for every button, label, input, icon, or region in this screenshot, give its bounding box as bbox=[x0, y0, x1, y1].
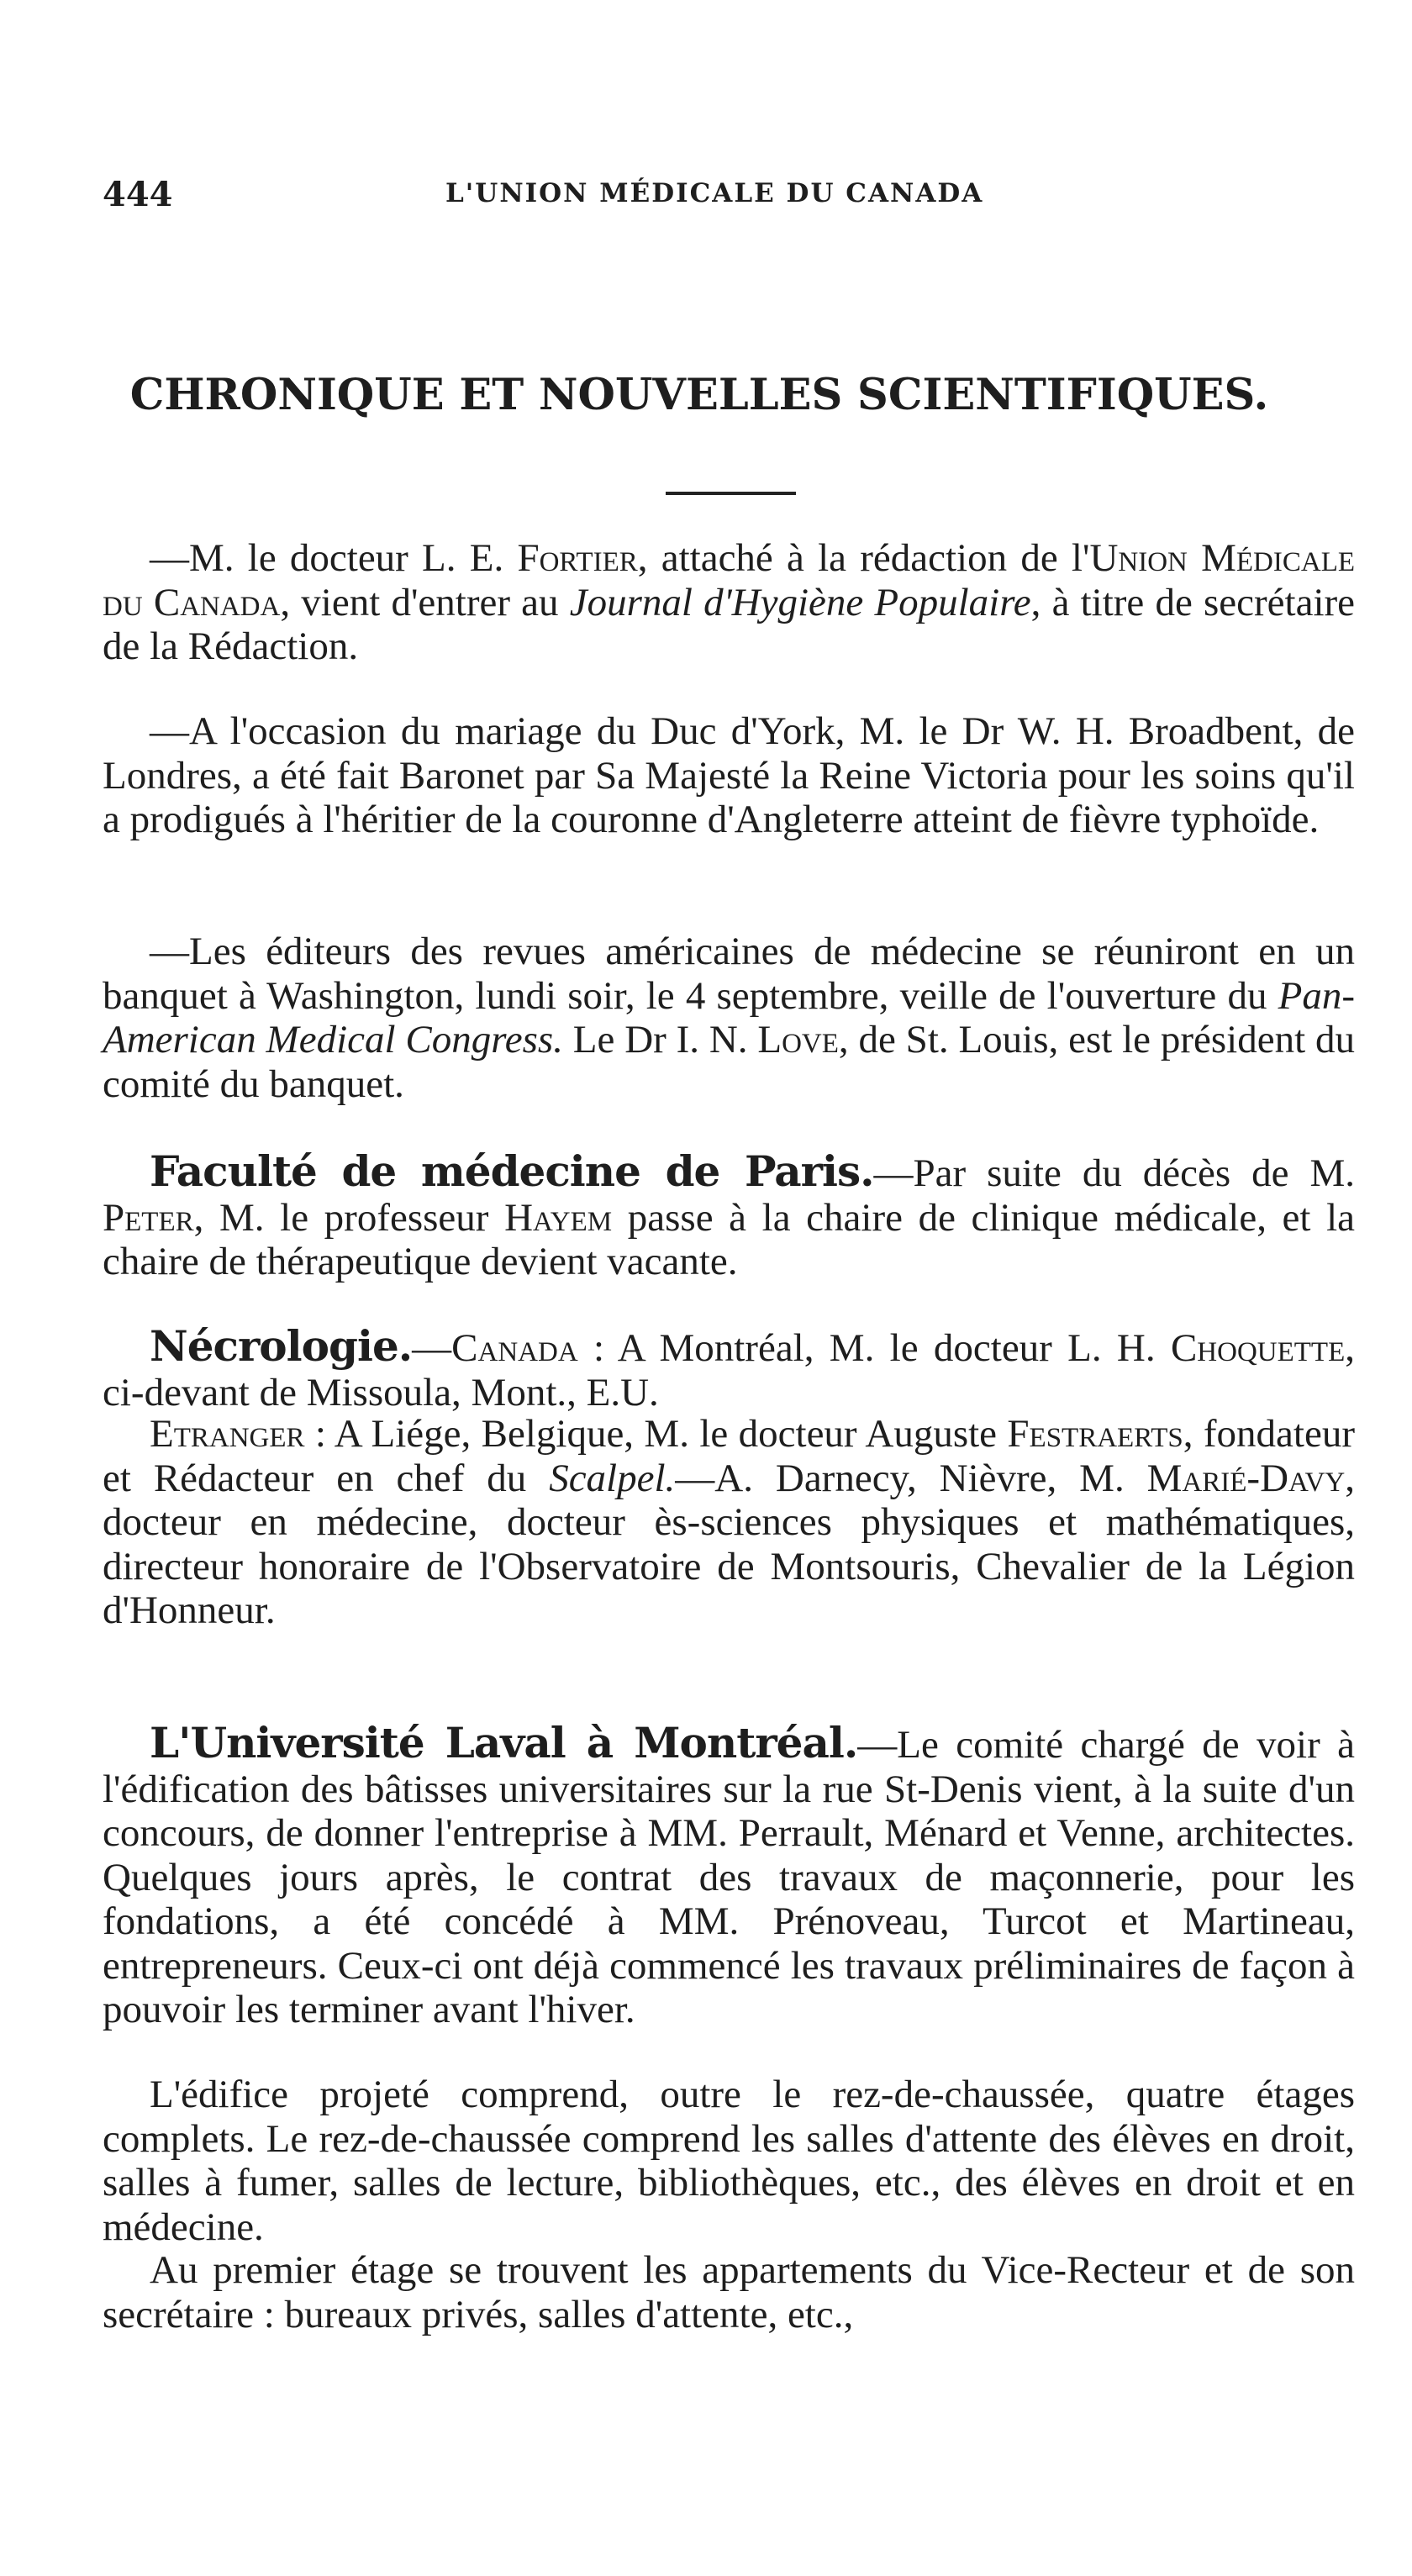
paragraph-heading: Faculté de médecine de Paris. bbox=[150, 1146, 874, 1196]
journal-name: Union Médicale du Canada bbox=[103, 536, 1356, 624]
paragraph-etranger bbox=[103, 1412, 1355, 1633]
paragraph-laval bbox=[103, 1718, 1355, 2032]
text-run: —A. Darnecy, Nièvre, M. bbox=[675, 1456, 1147, 1500]
person-name: Hayem bbox=[504, 1195, 613, 1240]
text-run: —Par suite du décès de M. bbox=[873, 1151, 1356, 1195]
paragraph-necrologie bbox=[103, 1321, 1355, 1414]
text-run: : A Liége, Belgique, M. le docteur Auguste bbox=[304, 1412, 1008, 1456]
journal-name-italic: Journal d'Hygiène Populaire bbox=[569, 580, 1031, 624]
text-run: : A Montréal, M. le docteur L. H. bbox=[577, 1326, 1171, 1370]
paragraph-heading: Nécrologie. bbox=[150, 1321, 413, 1371]
paragraph-edifice: L'édifice projeté comprend, outre le rez-de-chaussée, quatre étages complets. Le rez-de-chaussée comprend les salles d'attente des élèves en droit, salles à fumer, salles de lecture, bibliothèques, etc., des élèves en droit et en médecine. bbox=[103, 2073, 1355, 2249]
paragraph-editeurs bbox=[103, 930, 1355, 1106]
person-name: Fortier bbox=[517, 536, 638, 580]
section-title: CHRONIQUE ET NOUVELLES SCIENTIFIQUES. bbox=[129, 370, 1269, 420]
text-run: , attaché à la rédaction de l' bbox=[637, 536, 1090, 580]
text-run: , M. le professeur bbox=[193, 1195, 505, 1240]
person-name: Marié-Davy bbox=[1146, 1456, 1346, 1500]
paragraph-faculte bbox=[103, 1146, 1356, 1284]
text-run: —M. le docteur L. E. bbox=[150, 536, 518, 580]
text-run: — bbox=[412, 1326, 452, 1370]
person-name: Festraerts bbox=[1007, 1412, 1183, 1456]
text-run: , fondateur et Rédacteur en chef du bbox=[103, 1412, 1355, 1500]
running-header bbox=[103, 175, 1355, 225]
text-run: , de St. Louis, est le président du comité du banquet. bbox=[103, 1018, 1355, 1106]
text-run: —Le comité chargé de voir à l'édification des bâtisses universitaires sur la rue St-Denis vient, à la suite d'un concours, de donner l'entreprise à MM. Perrault, Ménard et Venne, architectes. Quelques jours après, le contrat des travaux de maçonnerie, pour les fondations, a été concédé à MM. Prénoveau, Turcot et Martineau, entrepreneurs. Ceux-ci ont déjà commencé les travaux préliminaires de façon à pouvoir les terminer avant l'hiver. bbox=[103, 1723, 1355, 2031]
text-run: , à titre de secrétaire de la Rédaction. bbox=[103, 580, 1356, 668]
text-run: , ci-devant de Missoula, Mont., E.U. bbox=[103, 1326, 1355, 1414]
country-name: Canada bbox=[451, 1326, 578, 1370]
person-name: Peter bbox=[103, 1195, 194, 1240]
journal-title: L'UNION MÉDICALE DU CANADA bbox=[445, 178, 984, 208]
page-number: 444 bbox=[103, 175, 173, 214]
title-rule bbox=[666, 492, 796, 495]
text-run: , vient d'entrer au bbox=[280, 580, 570, 624]
paragraph-premier-etage: Au premier étage se trouvent les appartements du Vice-Recteur et de son secrétaire : bureaux privés, salles d'attente, etc., bbox=[103, 2248, 1355, 2336]
region-name: Etranger bbox=[150, 1412, 305, 1456]
congress-name-italic: Pan-American Medical Congress. bbox=[103, 973, 1355, 1061]
paragraph-fortier bbox=[103, 536, 1355, 669]
paragraph-heading: L'Université Laval à Montréal. bbox=[150, 1718, 858, 1767]
person-name: Love bbox=[757, 1018, 839, 1061]
text-run: , docteur en médecine, docteur ès-sciences physiques et mathématiques, directeur honoraire de l'Observatoire de Montsouris, Chevalier de la Légion d'Honneur. bbox=[103, 1456, 1356, 1632]
journal-name-italic: Scalpel. bbox=[549, 1456, 676, 1500]
person-name: Choquette bbox=[1170, 1326, 1346, 1370]
text-run: passe à la chaire de clinique médicale, et la chaire de thérapeutique devient vacante. bbox=[103, 1195, 1356, 1283]
text-run: Le Dr I. N. bbox=[562, 1018, 758, 1061]
text-run: —Les éditeurs des revues américaines de médecine se réuniront en un banquet à Washington, lundi soir, le 4 septembre, veille de l'ouverture du bbox=[103, 930, 1355, 1018]
paragraph-duc-york: —A l'occasion du mariage du Duc d'York, M. le Dr W. H. Broadbent, de Londres, a été fait Baronet par Sa Majesté la Reine Victoria pour les soins qu'il a prodigués à l'héritier de la couronne d'Angleterre atteint de fièvre typhoïde. bbox=[103, 709, 1355, 841]
